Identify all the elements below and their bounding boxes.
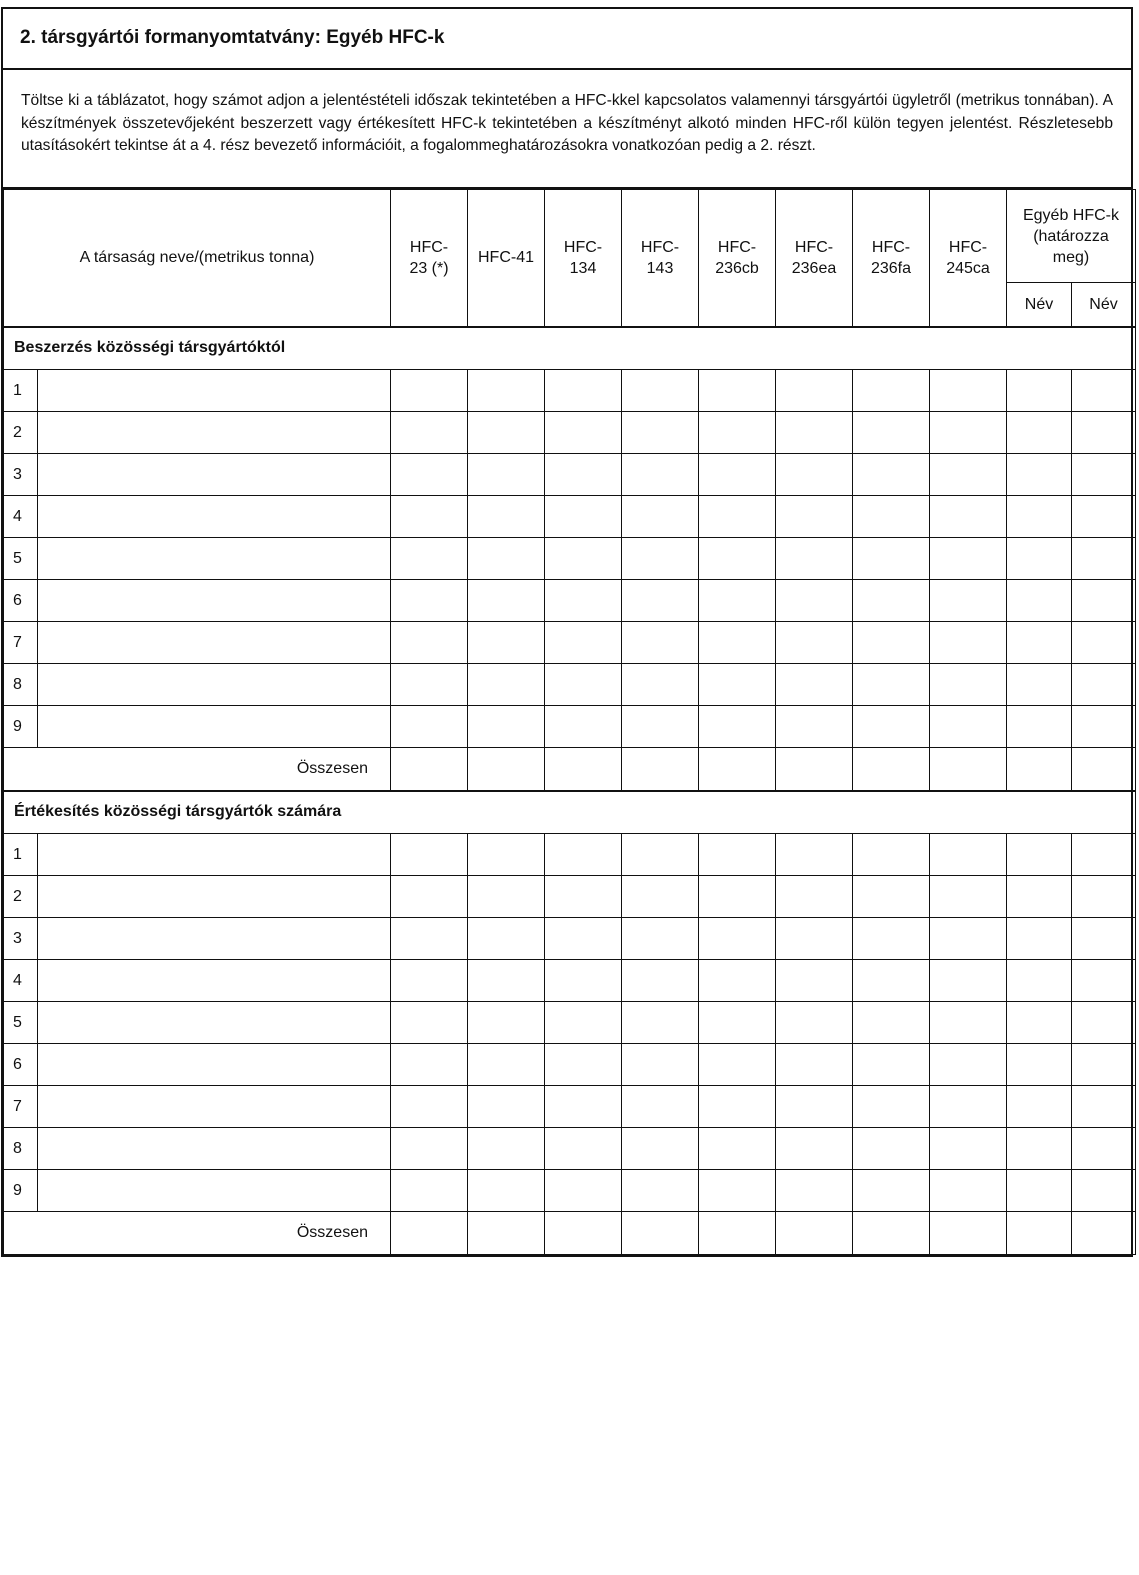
company-name-cell[interactable] [38, 1086, 391, 1128]
total-cell[interactable] [699, 1212, 776, 1255]
row-number: 9 [4, 706, 38, 748]
company-name-cell[interactable] [38, 1170, 391, 1212]
quantity-cell[interactable] [468, 1086, 545, 1128]
row-number: 7 [4, 1086, 38, 1128]
quantity-cell[interactable] [1072, 1002, 1136, 1044]
quantity-cell[interactable] [1072, 622, 1136, 664]
quantity-cell[interactable] [545, 1128, 622, 1170]
quantity-cell[interactable] [545, 1044, 622, 1086]
quantity-cell[interactable] [545, 538, 622, 580]
company-name-cell[interactable] [38, 622, 391, 664]
quantity-cell[interactable] [1007, 1086, 1072, 1128]
quantity-cell[interactable] [853, 370, 930, 412]
quantity-cell[interactable] [930, 918, 1007, 960]
total-label: Összesen [4, 1212, 391, 1255]
table-row [4, 918, 1136, 960]
quantity-cell[interactable] [1072, 1044, 1136, 1086]
quantity-cell[interactable] [622, 664, 699, 706]
table-row [4, 538, 1136, 580]
quantity-cell[interactable] [622, 538, 699, 580]
quantity-cell[interactable] [545, 876, 622, 918]
section-header-row [4, 327, 1136, 370]
quantity-cell[interactable] [468, 960, 545, 1002]
table-row [4, 412, 1136, 454]
section-title: Beszerzés közösségi társgyártóktól [4, 327, 1136, 370]
quantity-cell[interactable] [930, 664, 1007, 706]
column-header-hfc-236ea: HFC- 236ea [776, 190, 853, 327]
total-cell[interactable] [1072, 1212, 1136, 1255]
quantity-cell[interactable] [545, 664, 622, 706]
quantity-cell[interactable] [776, 1044, 853, 1086]
quantity-cell[interactable] [622, 496, 699, 538]
quantity-cell[interactable] [853, 876, 930, 918]
quantity-cell[interactable] [545, 496, 622, 538]
table-row [4, 622, 1136, 664]
table-row [4, 1002, 1136, 1044]
quantity-cell[interactable] [699, 1002, 776, 1044]
quantity-cell[interactable] [545, 960, 622, 1002]
quantity-cell[interactable] [1007, 918, 1072, 960]
company-name-cell[interactable] [38, 412, 391, 454]
company-name-cell[interactable] [38, 664, 391, 706]
quantity-cell[interactable] [391, 1002, 468, 1044]
quantity-cell[interactable] [622, 580, 699, 622]
quantity-cell[interactable] [1007, 1044, 1072, 1086]
quantity-cell[interactable] [699, 960, 776, 1002]
quantity-cell[interactable] [853, 580, 930, 622]
quantity-cell[interactable] [853, 960, 930, 1002]
quantity-cell[interactable] [545, 918, 622, 960]
quantity-cell[interactable] [468, 876, 545, 918]
total-cell[interactable] [1072, 748, 1136, 791]
quantity-cell[interactable] [391, 918, 468, 960]
table-row [4, 1128, 1136, 1170]
quantity-cell[interactable] [930, 496, 1007, 538]
quantity-cell[interactable] [545, 370, 622, 412]
quantity-cell[interactable] [622, 834, 699, 876]
quantity-cell[interactable] [853, 1128, 930, 1170]
quantity-cell[interactable] [622, 1128, 699, 1170]
quantity-cell[interactable] [776, 370, 853, 412]
quantity-cell[interactable] [545, 1086, 622, 1128]
row-number: 2 [4, 876, 38, 918]
quantity-cell[interactable] [1072, 1086, 1136, 1128]
quantity-cell[interactable] [468, 370, 545, 412]
quantity-cell[interactable] [853, 664, 930, 706]
column-header-other-hfcs: Egyéb HFC-k (határozza meg) [1007, 190, 1136, 283]
quantity-cell[interactable] [930, 370, 1007, 412]
quantity-cell[interactable] [699, 1086, 776, 1128]
quantity-cell[interactable] [391, 960, 468, 1002]
quantity-cell[interactable] [468, 454, 545, 496]
quantity-cell[interactable] [1007, 706, 1072, 748]
quantity-cell[interactable] [1007, 960, 1072, 1002]
section-title: Értékesítés közösségi társgyártók számára [4, 791, 1136, 834]
quantity-cell[interactable] [468, 834, 545, 876]
quantity-cell[interactable] [853, 918, 930, 960]
total-cell[interactable] [545, 748, 622, 791]
quantity-cell[interactable] [1072, 1170, 1136, 1212]
quantity-cell[interactable] [391, 370, 468, 412]
quantity-cell[interactable] [930, 1086, 1007, 1128]
total-label: Összesen [4, 748, 391, 791]
quantity-cell[interactable] [699, 918, 776, 960]
quantity-cell[interactable] [468, 706, 545, 748]
column-header-name-1: Név [1007, 283, 1072, 327]
quantity-cell[interactable] [1072, 538, 1136, 580]
column-header-hfc-236cb: HFC- 236cb [699, 190, 776, 327]
quantity-cell[interactable] [391, 1086, 468, 1128]
column-header-hfc-236fa: HFC- 236fa [853, 190, 930, 327]
quantity-cell[interactable] [699, 706, 776, 748]
total-row [4, 748, 1136, 791]
company-name-cell[interactable] [38, 918, 391, 960]
company-name-cell[interactable] [38, 960, 391, 1002]
quantity-cell[interactable] [699, 454, 776, 496]
form-instructions: Töltse ki a táblázatot, hogy számot adjon a jelentéstételi időszak tekintetében a HFC-kkel kapcsolatos valamennyi társgyártói ügyletről (metrikus tonnában). A készítmények összetevőjeként beszerzett vagy értékesített HFC-k tekintetében a készítményt alkotó minden HFC-ről külön tegyen jelentést. Részletesebb utasításokért tekintse át a 4. rész bevezető információit, a fogalommeghatározásokra vonatkozóan pedig a 2. részt. [3, 70, 1131, 189]
row-number: 3 [4, 918, 38, 960]
quantity-cell[interactable] [545, 1170, 622, 1212]
company-name-cell[interactable] [38, 580, 391, 622]
quantity-cell[interactable] [776, 706, 853, 748]
quantity-cell[interactable] [930, 706, 1007, 748]
quantity-cell[interactable] [776, 960, 853, 1002]
column-header-hfc-23: HFC- 23 (*) [391, 190, 468, 327]
quantity-cell[interactable] [776, 664, 853, 706]
quantity-cell[interactable] [468, 918, 545, 960]
quantity-cell[interactable] [699, 834, 776, 876]
total-cell[interactable] [622, 748, 699, 791]
total-cell[interactable] [545, 1212, 622, 1255]
quantity-cell[interactable] [853, 1086, 930, 1128]
quantity-cell[interactable] [1072, 876, 1136, 918]
quantity-cell[interactable] [468, 580, 545, 622]
quantity-cell[interactable] [468, 412, 545, 454]
quantity-cell[interactable] [1007, 1128, 1072, 1170]
column-header-hfc-245ca: HFC- 245ca [930, 190, 1007, 327]
quantity-cell[interactable] [391, 580, 468, 622]
quantity-cell[interactable] [622, 918, 699, 960]
quantity-cell[interactable] [853, 706, 930, 748]
quantity-cell[interactable] [853, 538, 930, 580]
quantity-cell[interactable] [391, 876, 468, 918]
quantity-cell[interactable] [545, 1002, 622, 1044]
quantity-cell[interactable] [622, 412, 699, 454]
total-cell[interactable] [1007, 748, 1072, 791]
quantity-cell[interactable] [545, 580, 622, 622]
table-row [4, 1044, 1136, 1086]
quantity-cell[interactable] [699, 412, 776, 454]
quantity-cell[interactable] [776, 1170, 853, 1212]
quantity-cell[interactable] [468, 538, 545, 580]
quantity-cell[interactable] [622, 876, 699, 918]
quantity-cell[interactable] [622, 1044, 699, 1086]
total-cell[interactable] [776, 748, 853, 791]
column-header-hfc-143: HFC- 143 [622, 190, 699, 327]
quantity-cell[interactable] [1072, 706, 1136, 748]
quantity-cell[interactable] [1007, 580, 1072, 622]
quantity-cell[interactable] [853, 1002, 930, 1044]
row-number: 6 [4, 580, 38, 622]
company-name-cell[interactable] [38, 454, 391, 496]
quantity-cell[interactable] [699, 496, 776, 538]
company-name-cell[interactable] [38, 876, 391, 918]
quantity-cell[interactable] [699, 538, 776, 580]
quantity-cell[interactable] [622, 454, 699, 496]
quantity-cell[interactable] [1007, 664, 1072, 706]
quantity-cell[interactable] [391, 706, 468, 748]
quantity-cell[interactable] [468, 1170, 545, 1212]
total-cell[interactable] [853, 748, 930, 791]
hfc-table [3, 189, 1136, 1255]
quantity-cell[interactable] [776, 1002, 853, 1044]
table-row [4, 370, 1136, 412]
total-cell[interactable] [853, 1212, 930, 1255]
quantity-cell[interactable] [853, 1170, 930, 1212]
company-name-cell[interactable] [38, 706, 391, 748]
quantity-cell[interactable] [545, 834, 622, 876]
quantity-cell[interactable] [1007, 496, 1072, 538]
quantity-cell[interactable] [776, 1086, 853, 1128]
quantity-cell[interactable] [1072, 580, 1136, 622]
quantity-cell[interactable] [853, 496, 930, 538]
quantity-cell[interactable] [391, 1128, 468, 1170]
total-cell[interactable] [468, 1212, 545, 1255]
total-cell[interactable] [699, 748, 776, 791]
quantity-cell[interactable] [1007, 370, 1072, 412]
quantity-cell[interactable] [391, 538, 468, 580]
table-row [4, 876, 1136, 918]
quantity-cell[interactable] [853, 412, 930, 454]
row-number: 8 [4, 664, 38, 706]
form-title: 2. társgyártói formanyomtatvány: Egyéb HFC-k [3, 9, 1131, 70]
quantity-cell[interactable] [545, 622, 622, 664]
total-cell[interactable] [391, 748, 468, 791]
quantity-cell[interactable] [468, 622, 545, 664]
quantity-cell[interactable] [391, 622, 468, 664]
quantity-cell[interactable] [391, 1170, 468, 1212]
quantity-cell[interactable] [1007, 454, 1072, 496]
row-number: 3 [4, 454, 38, 496]
quantity-cell[interactable] [622, 1170, 699, 1212]
quantity-cell[interactable] [1007, 834, 1072, 876]
quantity-cell[interactable] [776, 1128, 853, 1170]
quantity-cell[interactable] [853, 622, 930, 664]
total-cell[interactable] [930, 748, 1007, 791]
quantity-cell[interactable] [1072, 412, 1136, 454]
table-row [4, 960, 1136, 1002]
row-number: 1 [4, 370, 38, 412]
quantity-cell[interactable] [545, 706, 622, 748]
quantity-cell[interactable] [776, 538, 853, 580]
quantity-cell[interactable] [1072, 1128, 1136, 1170]
quantity-cell[interactable] [1007, 412, 1072, 454]
quantity-cell[interactable] [776, 622, 853, 664]
quantity-cell[interactable] [930, 1170, 1007, 1212]
total-cell[interactable] [391, 1212, 468, 1255]
table-row [4, 496, 1136, 538]
quantity-cell[interactable] [1072, 664, 1136, 706]
table-row [4, 1086, 1136, 1128]
quantity-cell[interactable] [699, 622, 776, 664]
quantity-cell[interactable] [930, 454, 1007, 496]
quantity-cell[interactable] [622, 706, 699, 748]
quantity-cell[interactable] [391, 412, 468, 454]
quantity-cell[interactable] [930, 960, 1007, 1002]
quantity-cell[interactable] [853, 1044, 930, 1086]
quantity-cell[interactable] [776, 918, 853, 960]
quantity-cell[interactable] [468, 1044, 545, 1086]
quantity-cell[interactable] [776, 412, 853, 454]
quantity-cell[interactable] [853, 834, 930, 876]
row-number: 4 [4, 496, 38, 538]
company-name-cell[interactable] [38, 538, 391, 580]
quantity-cell[interactable] [545, 412, 622, 454]
quantity-cell[interactable] [930, 1002, 1007, 1044]
quantity-cell[interactable] [622, 370, 699, 412]
table-row [4, 664, 1136, 706]
quantity-cell[interactable] [622, 960, 699, 1002]
table-row [4, 454, 1136, 496]
total-cell[interactable] [930, 1212, 1007, 1255]
quantity-cell[interactable] [776, 876, 853, 918]
quantity-cell[interactable] [699, 1170, 776, 1212]
quantity-cell[interactable] [622, 1086, 699, 1128]
company-name-cell[interactable] [38, 1044, 391, 1086]
row-number: 8 [4, 1128, 38, 1170]
quantity-cell[interactable] [391, 834, 468, 876]
quantity-cell[interactable] [622, 1002, 699, 1044]
company-name-header: A társaság neve/(metrikus tonna) [4, 190, 391, 327]
company-name-cell[interactable] [38, 496, 391, 538]
quantity-cell[interactable] [776, 834, 853, 876]
quantity-cell[interactable] [1072, 370, 1136, 412]
quantity-cell[interactable] [930, 580, 1007, 622]
quantity-cell[interactable] [1007, 538, 1072, 580]
quantity-cell[interactable] [699, 580, 776, 622]
company-name-cell[interactable] [38, 834, 391, 876]
total-cell[interactable] [776, 1212, 853, 1255]
row-number: 5 [4, 538, 38, 580]
quantity-cell[interactable] [853, 454, 930, 496]
quantity-cell[interactable] [468, 1128, 545, 1170]
row-number: 9 [4, 1170, 38, 1212]
quantity-cell[interactable] [930, 538, 1007, 580]
quantity-cell[interactable] [699, 876, 776, 918]
quantity-cell[interactable] [545, 454, 622, 496]
quantity-cell[interactable] [1007, 876, 1072, 918]
quantity-cell[interactable] [776, 454, 853, 496]
row-number: 5 [4, 1002, 38, 1044]
row-number: 7 [4, 622, 38, 664]
quantity-cell[interactable] [1007, 1002, 1072, 1044]
column-header-name-2: Név [1072, 283, 1136, 327]
row-number: 6 [4, 1044, 38, 1086]
company-name-cell[interactable] [38, 370, 391, 412]
total-row [4, 1212, 1136, 1255]
quantity-cell[interactable] [468, 1002, 545, 1044]
quantity-cell[interactable] [391, 496, 468, 538]
quantity-cell[interactable] [1007, 622, 1072, 664]
quantity-cell[interactable] [468, 664, 545, 706]
row-number: 1 [4, 834, 38, 876]
quantity-cell[interactable] [1072, 496, 1136, 538]
quantity-cell[interactable] [930, 834, 1007, 876]
hfc-form [1, 7, 1133, 1257]
table-row [4, 1170, 1136, 1212]
total-cell[interactable] [468, 748, 545, 791]
quantity-cell[interactable] [930, 622, 1007, 664]
row-number: 2 [4, 412, 38, 454]
quantity-cell[interactable] [1072, 454, 1136, 496]
quantity-cell[interactable] [699, 370, 776, 412]
quantity-cell[interactable] [930, 1128, 1007, 1170]
quantity-cell[interactable] [622, 622, 699, 664]
company-name-cell[interactable] [38, 1002, 391, 1044]
quantity-cell[interactable] [1072, 918, 1136, 960]
quantity-cell[interactable] [930, 1044, 1007, 1086]
section-header-row [4, 791, 1136, 834]
quantity-cell[interactable] [1007, 1170, 1072, 1212]
column-header-hfc-134: HFC- 134 [545, 190, 622, 327]
table-row [4, 580, 1136, 622]
table-row [4, 706, 1136, 748]
quantity-cell[interactable] [930, 876, 1007, 918]
quantity-cell[interactable] [699, 1044, 776, 1086]
company-name-cell[interactable] [38, 1128, 391, 1170]
quantity-cell[interactable] [776, 496, 853, 538]
quantity-cell[interactable] [1072, 834, 1136, 876]
quantity-cell[interactable] [391, 1044, 468, 1086]
quantity-cell[interactable] [1072, 960, 1136, 1002]
table-row [4, 834, 1136, 876]
quantity-cell[interactable] [391, 664, 468, 706]
quantity-cell[interactable] [699, 1128, 776, 1170]
quantity-cell[interactable] [776, 580, 853, 622]
quantity-cell[interactable] [391, 454, 468, 496]
quantity-cell[interactable] [930, 412, 1007, 454]
total-cell[interactable] [622, 1212, 699, 1255]
column-header-hfc-41: HFC-41 [468, 190, 545, 327]
quantity-cell[interactable] [468, 496, 545, 538]
total-cell[interactable] [1007, 1212, 1072, 1255]
quantity-cell[interactable] [699, 664, 776, 706]
row-number: 4 [4, 960, 38, 1002]
